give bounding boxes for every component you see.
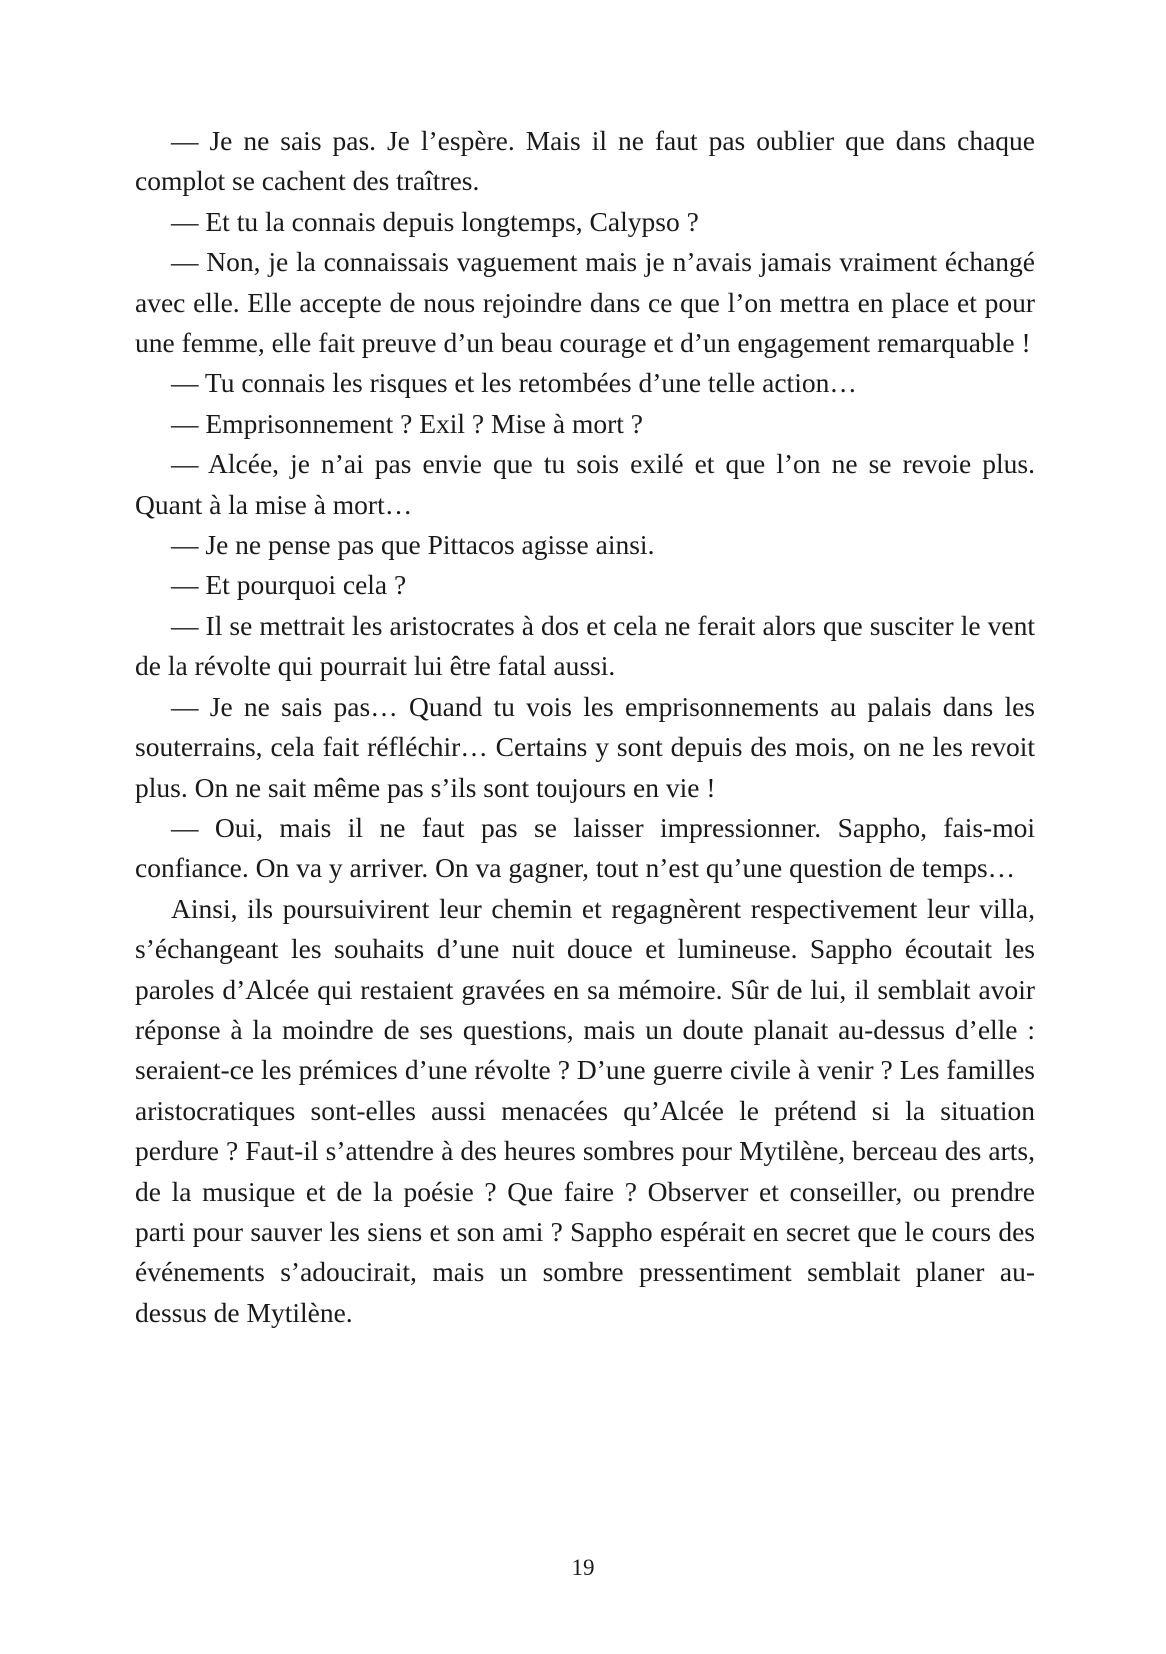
paragraph: Ainsi, ils poursuivirent leur chemin et regagnèrent respectivement leur villa, s’échangeant les souhaits d’une nuit douce et lumineuse. Sappho écoutait les paroles d’Alcée qui restaient gravées en sa mémoire. Sûr de lui, il semblait avoir réponse à la moindre de ses questions, mais un doute planait au-dessus d’elle : seraient-ce les prémices d’une révolte ? D’une guerre civile à venir ? Les familles aristocratiques sont-elles aussi menacées qu’Alcée le prétend si la situation perdure ? Faut-il s’attendre à des heures sombres pour Mytilène, berceau des arts, de la musique et de la poésie ? Que faire ? Observer et conseiller, ou prendre parti pour sauver les siens et son ami ? Sappho espérait en secret que le cours des événements s’adoucirait, mais un sombre pressentiment semblait planer au-dessus de Mytilène. (135, 892, 1035, 1328)
paragraph: — Et pourquoi cela ? (171, 569, 407, 601)
paragraph: — Et tu la connais depuis longtemps, Calypso ? (171, 205, 699, 237)
page-number: 19 (571, 1555, 595, 1580)
paragraph: — Il se mettrait les aristocrates à dos et cela ne ferait alors que susciter le vent de la révolte qui pourrait lui être fatal aussi. (135, 609, 1035, 682)
paragraph: — Non, je la connaissais vaguement mais je n’avais jamais vraiment échangé avec elle. Elle accepte de nous rejoindre dans ce que l’on mettra en place et pour une femme, elle fait preuve d’un beau courage et d’un engagement remarquable ! (135, 246, 1035, 359)
paragraph: — Alcée, je n’ai pas envie que tu sois exilé et que l’on ne se revoie plus. Quant à la mise à mort… (135, 448, 1035, 520)
paragraph: — Je ne pense pas que Pittacos agisse ainsi. (171, 529, 655, 561)
paragraph: — Oui, mais il ne faut pas se laisser impressionner. Sappho, fais-moi confiance. On va y arriver. On va gagner, tout n’est qu’une question de temps… (135, 811, 1035, 884)
paragraph: — Je ne sais pas. Je l’espère. Mais il ne faut pas oublier que dans chaque complot se cachent des traîtres. (135, 125, 1035, 197)
paragraph: — Tu connais les risques et les retombées d’une telle action… (171, 367, 857, 399)
paragraph: — Emprisonnement ? Exil ? Mise à mort ? (171, 407, 643, 439)
paragraph: — Je ne sais pas… Quand tu vois les emprisonnements au palais dans les souterrains, cela fait réfléchir… Certains y sont depuis des mois, on ne les revoit plus. On ne sait même pas s’ils sont toujours en vie ! (135, 690, 1035, 803)
page-body-text (135, 121, 1035, 1333)
